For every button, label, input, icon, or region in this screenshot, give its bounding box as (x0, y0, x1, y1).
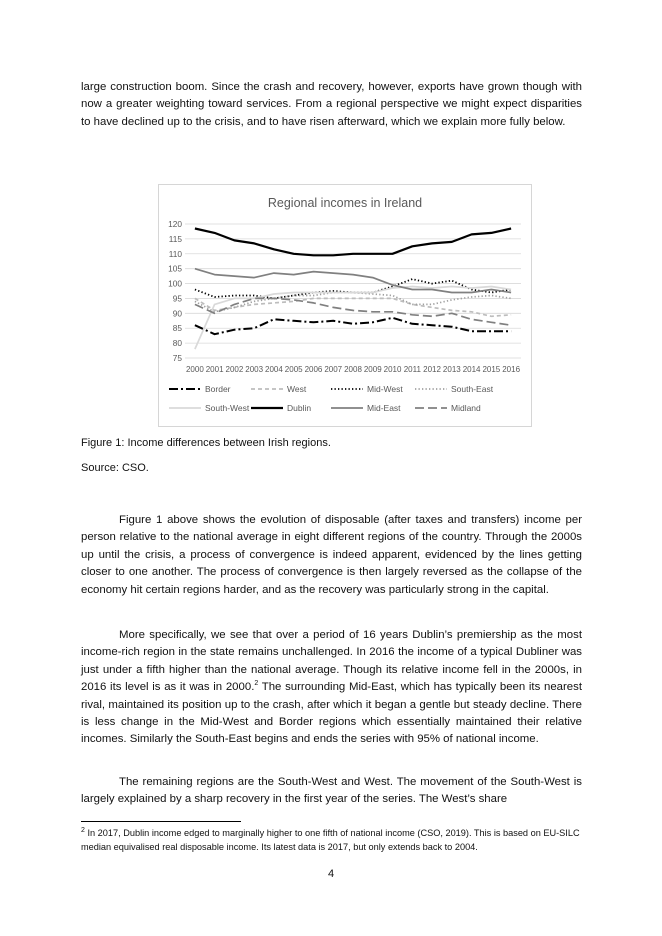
y-tick-label: 105 (168, 263, 182, 274)
y-tick-label: 90 (172, 308, 182, 319)
legend-label-midland: Midland (451, 403, 481, 413)
x-tick-label: 2012 (423, 365, 441, 374)
x-tick-label: 2010 (383, 365, 402, 374)
figure-source: Source: CSO. (81, 462, 149, 474)
x-tick-label: 2015 (482, 365, 501, 374)
legend-label-west: West (287, 384, 307, 394)
y-tick-label: 115 (168, 233, 182, 244)
series-line-mid-east (195, 269, 511, 293)
x-tick-label: 2009 (363, 365, 382, 374)
x-tick-label: 2014 (462, 365, 481, 374)
y-tick-label: 85 (172, 323, 182, 334)
x-tick-label: 2004 (265, 365, 283, 374)
page-number: 4 (327, 868, 335, 880)
y-tick-label: 120 (168, 219, 182, 229)
x-tick-label: 2000 (185, 365, 204, 374)
chart-canvas (159, 185, 531, 426)
series-line-mid-west (195, 279, 511, 298)
series-line-border (195, 318, 511, 334)
x-tick-label: 2013 (442, 365, 461, 374)
x-tick-label: 2002 (225, 365, 244, 374)
y-tick-label: 100 (168, 278, 182, 289)
x-tick-label: 2003 (245, 365, 264, 374)
series-line-south-east (195, 293, 511, 312)
x-tick-label: 2008 (344, 365, 362, 374)
legend-label-mid-west: Mid-West (367, 384, 403, 394)
series-line-south-west (195, 287, 511, 350)
y-tick-label: 75 (172, 353, 182, 363)
paragraph-dublin-text-2: The surrounding Mid-East, which has typically been its nearest rival, maintained its position up to the crash, after which it began a gentle but steady decline. There is less change in the Mid-West and Border regions which essentially maintained their relative incomes. Similarly the South-East begins and ends the series with 95% of national income. (81, 681, 582, 746)
footnote-text: In 2017, Dublin income edged to marginally higher to one fifth of national income (CSO, 2019). This is based on EU-SILC median equivalised real disposable income. Its latest data is 2017, but only extends back to 2004. (81, 828, 580, 852)
regional-income-chart (158, 184, 532, 427)
legend-label-border: Border (205, 384, 231, 394)
legend-label-south-west: South-West (205, 403, 250, 413)
paragraph-intro: large construction boom. Since the crash and recovery, however, exports have grown though with now a greater weighting toward services. From a regional perspective we might expect disparities to have declined up to the crisis, and to have risen afterward, which we explain more fully below. (81, 81, 582, 128)
x-tick-label: 2006 (304, 365, 323, 374)
y-tick-label: 95 (172, 293, 182, 304)
paragraph-dublin-detail (81, 627, 582, 749)
paragraph-figure-overview: Figure 1 above shows the evolution of disposable (after taxes and transfers) income per person relative to the national average in eight different regions of the country. Through the 2000s up until the crisis, a process of convergence is indeed apparent, evidenced by the lines getting closer to one another. The process of convergence is then largely reversed as the collapse of the economy hit certain regions harder, and as the recovery was particularly strong in the capital. (81, 514, 582, 596)
x-tick-label: 2007 (324, 365, 343, 374)
paragraph-remaining-regions: The remaining regions are the South-West and West. The movement of the South-West is largely explained by a sharp recovery in the first year of the series. The West’s share (81, 776, 582, 806)
chart-title: Regional incomes in Ireland (267, 196, 423, 210)
x-tick-label: 2005 (284, 365, 303, 374)
legend-label-south-east: South-East (451, 384, 494, 394)
x-tick-label: 2001 (205, 365, 224, 374)
y-tick-label: 110 (168, 248, 182, 259)
footnote (81, 826, 582, 854)
legend-label-mid-east: Mid-East (367, 403, 401, 413)
footnote-number: 2 (81, 826, 85, 834)
figure-caption: Figure 1: Income differences between Irish regions. (81, 437, 331, 449)
x-tick-label: 2011 (403, 365, 421, 374)
series-line-dublin (195, 229, 511, 256)
footnote-divider (81, 821, 241, 822)
y-tick-label: 80 (172, 338, 182, 349)
footnote-reference[interactable]: 2 (254, 680, 259, 688)
x-tick-label: 2016 (502, 365, 521, 374)
paragraph-dublin-text-1: More specifically, we see that over a period of 16 years Dublin’s premiership as the most income-rich region in the state remains unchallenged. In 2016 the income of a typical Dubliner was just under a fifth higher than the national average. Though its relative income fell in the 2000s, in 2016 its level is as it was in 2000. (81, 629, 582, 694)
legend-label-dublin: Dublin (287, 403, 312, 413)
